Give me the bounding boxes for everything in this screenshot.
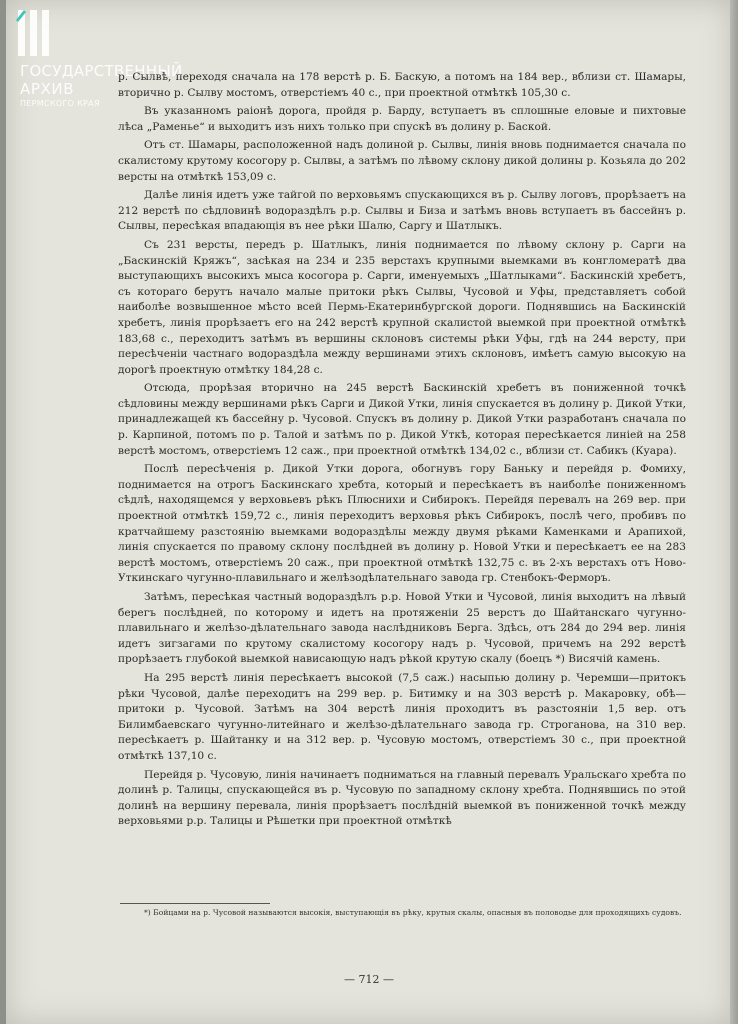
logo-text-line3: ПЕРМСКОГО КРАЯ [20,99,100,108]
paragraph: Въ указанномъ раіонѣ дорога, пройдя р. Барду, вступаетъ въ сплошные еловые и пихтовые лѣса „Раменье“ и выходитъ изъ нихъ только при спускѣ въ долину р. Баской. [118,105,686,133]
paragraph: Съ 231 версты, передъ р. Шатлыкъ, линія поднимается по лѣвому склону р. Сарги на „Баскинскій Кряжъ“, засѣкая на 234 и 235 верстахъ крупными выемками въ конгломератѣ два выступающихъ высокихъ мыса косогора р. Сарги, именуемыхъ „Шатлыками“. Баскинскій хребетъ, съ котораго берутъ начало малые притоки рѣкъ Сылвы, Чусовой и Уфы, представляетъ собой наиболѣе возвышенное мѣсто всей Пермь-Екатеринбургской дороги. Поднявшись на Баскинскій хребетъ, линія прорѣзаетъ его на 242 верстѣ крупной скалистой выемкой при проектной отмѣткѣ 183,68 с., переходитъ затѣмъ въ вершины склоновъ системы рѣки Уфы, гдѣ на 244 версту, при пересѣченіи частнаго водораздѣла между вершинами этихъ склоновъ, имѣетъ самую высокую на дорогѣ проектную отмѣтку 184,28 с. [118,238,686,376]
logo-text-line2: АРХИВ [20,80,75,98]
paragraph: Отсюда, прорѣзая вторично на 245 верстѣ Баскинскій хребетъ въ пониженной точкѣ сѣдловины между вершинами рѣкъ Сарги и Дикой Утки, линія спускается въ долину р. Дикой Утки, принадлежащей къ бассейну р. Чусовой. Спускъ въ долину р. Дикой Утки разработанъ сначала по р. Карпиной, потомъ по р. Талой и затѣмъ по р. Дикой Уткѣ, которая пересѣкается линіей на 258 верстѣ мостомъ, отверстіемъ 12 саж., при проектной отмѣткѣ 134,02 с., вблизи ст. Сабикъ (Куара). [118,382,686,457]
paragraph: На 295 верстѣ линія пересѣкаетъ высокой (7,5 саж.) насыпью долину р. Черемши—притокъ рѣки Чусовой, далѣе переходитъ на 299 вер. р. Битимку и на 303 верстѣ р. Макаровку, обѣ—притоки р. Чусовой. Затѣмъ на 304 верстѣ линія проходитъ въ разстояніи 1,5 вер. отъ Билимбаевскаго чугунно-литейнаго и желѣзо-дѣлательнаго завода гр. Строганова, на 310 вер. пересѣкаетъ р. Шайтанку и на 312 вер. р. Чусовую мостомъ, отверстіемъ 30 с., при проектной отмѣткѣ 137,10 с. [118,671,686,762]
page-number: — 712 — [344,973,394,986]
body-text [118,70,686,833]
logo-text-line1: ГОСУДАРСТВЕННЫЙ [20,62,183,80]
footnote-divider [120,903,270,904]
paragraph: р. Сылвѣ, переходя сначала на 178 верстѣ р. Б. Баскую, а потомъ на 184 вер., вблизи ст. Шамары, вторично р. Сылву мостомъ, отверстіемъ 40 с., при проектной отмѣткѣ 105,30 с. [118,71,686,99]
footnote: *) Бойцами на р. Чусовой называются высокія, выступающія въ рѣку, крутыя скалы, опасныя въ половодье для проходящихъ судовъ. [144,908,682,917]
page-edge [730,0,738,1024]
paragraph: Послѣ пересѣченія р. Дикой Утки дорога, обогнувъ гору Баньку и перейдя р. Фомиху, поднимается на отрогъ Баскинскаго хребта, который и пересѣкаетъ въ наиболѣе пониженномъ сѣдлѣ, находящемся у верховьевъ рѣкъ Плюснихи и Сибирокъ. Перейдя перевалъ на 269 вер. при проектной отмѣткѣ 159,72 с., линія переходитъ верховья рѣкъ Сибирокъ, послѣ чего, пробивъ по кратчайшему разстоянію выемками водораздѣлы между двумя рѣками Каменками и Арапихой, линія спускается по правому склону послѣдней въ долину р. Новой Утки и пересѣкаетъ ее на 283 верстѣ мостомъ, отверстіемъ 20 саж., при проектной отмѣткѣ 132,75 с. въ 2-хъ верстахъ отъ Ново-Уткинскаго чугунно-плавильнаго и желѣзодѣлательнаго завода гр. Стенбокъ-Ферморъ. [118,463,686,585]
paragraph: Далѣе линія идетъ уже тайгой по верховьямъ спускающихся въ р. Сылву логовъ, прорѣзаетъ на 212 верстѣ по сѣдловинѣ водораздѣлъ р.р. Сылвы и Биза и затѣмъ вновь вступаетъ въ бассейнъ р. Сылвы, пересѣкая впадающія въ нее рѣки Шалю, Саргу и Шатлыкъ. [118,189,686,233]
archive-logo-mark [14,6,74,58]
paragraph: Перейдя р. Чусовую, линія начинаетъ подниматься на главный перевалъ Уральскаго хребта по долинѣ р. Талицы, спускающейся въ р. Чусовую по западному склону хребта. Поднявшись по этой долинѣ на вершину перевала, линія прорѣзаетъ послѣдній выемкой въ пониженной точкѣ между верховьями р.р. Талицы и Рѣшетки при проектной отмѣткѣ [118,768,686,828]
paragraph: Затѣмъ, пересѣкая частный водораздѣлъ р.р. Новой Утки и Чусовой, линія выходитъ на лѣвый берегъ послѣдней, по которому и идетъ на протяженіи 25 верстъ до Шайтанскаго чугунно-плавильнаго и желѣзо-дѣлательнаго завода наслѣдниковъ Берга. Здѣсь, отъ 284 до 294 вер. линія идетъ зигзагами по крутому скалистому косогору надъ р. Чусовой, причемъ на 292 верстѣ прорѣзаетъ глубокой выемкой нависающую надъ рѣкой крутую скалу (боецъ *) Висячій камень. [118,591,686,666]
paragraph: Отъ ст. Шамары, расположенной надъ долиной р. Сылвы, линія вновь поднимается сначала по скалистому крутому косогору р. Сылвы, а затѣмъ по лѣвому склону дикой долины р. Козьяла до 202 версты на отмѣткѣ 153,09 с. [118,139,686,183]
